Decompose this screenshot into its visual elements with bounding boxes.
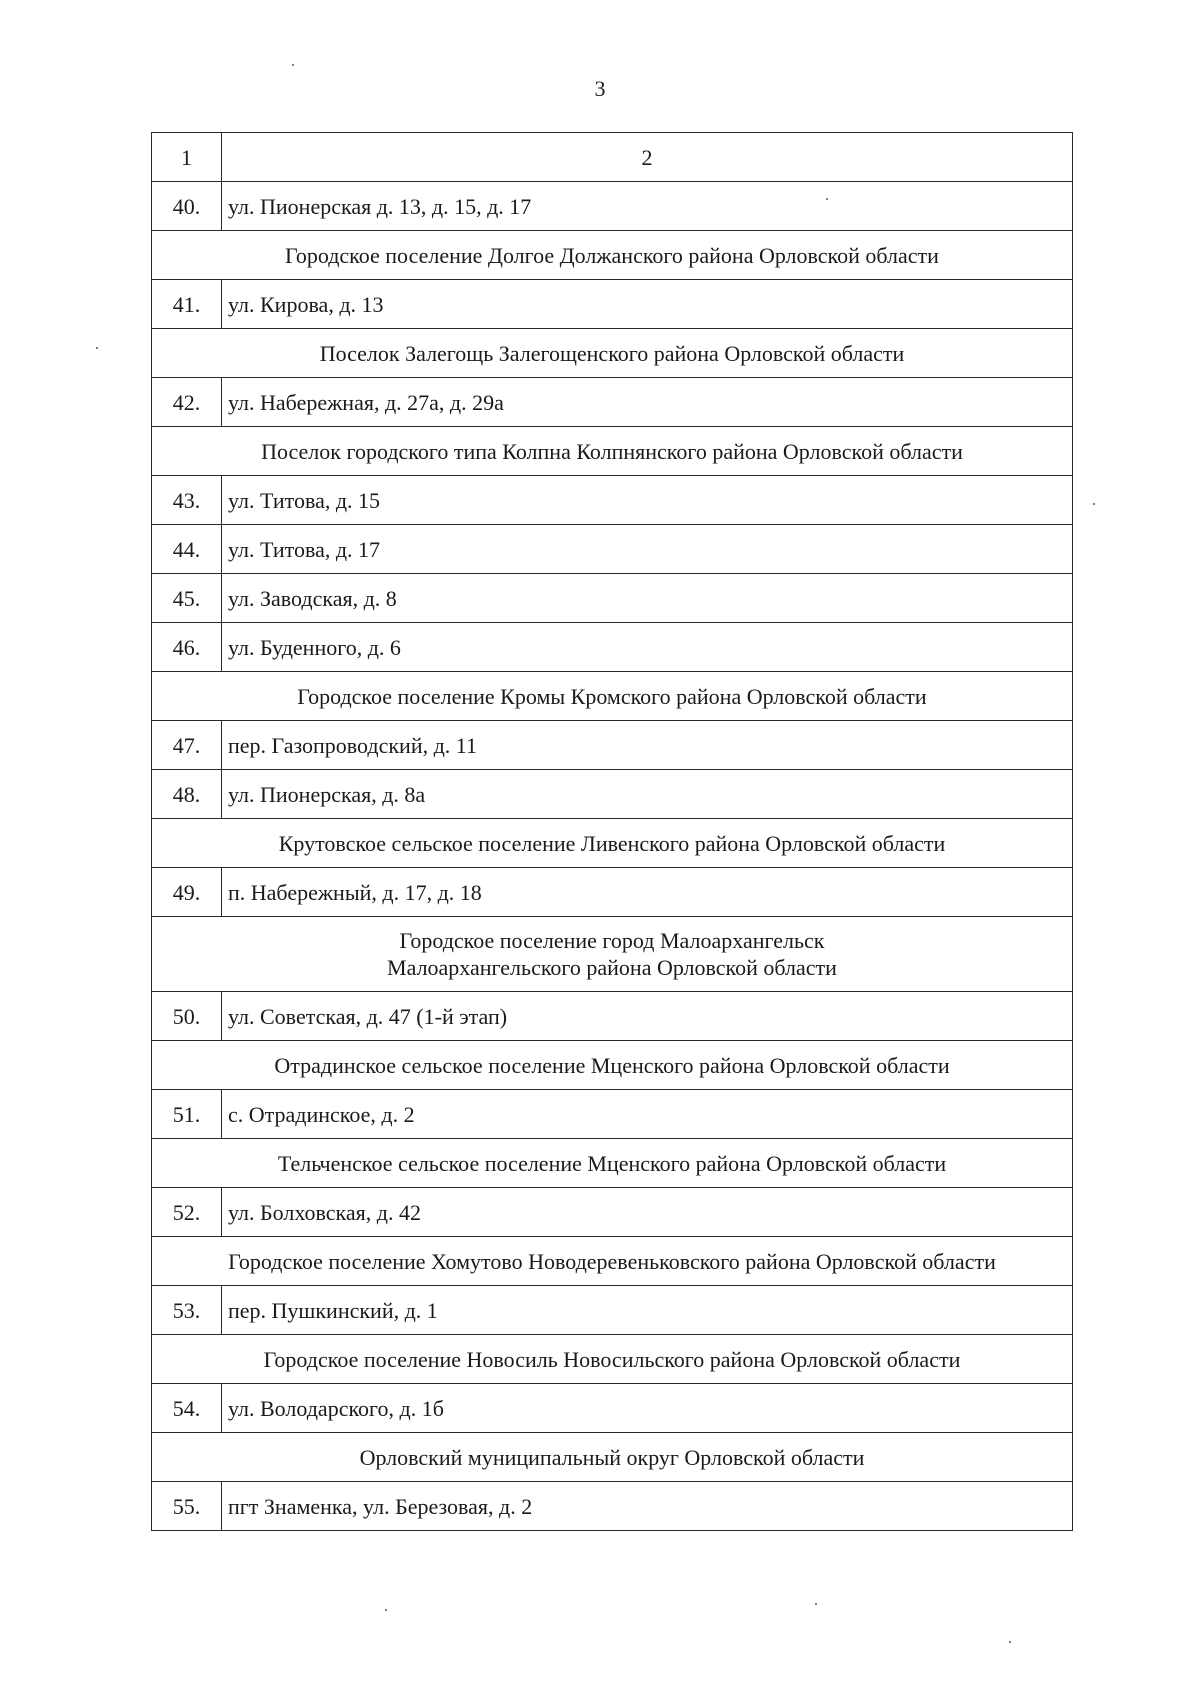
scan-speck <box>1093 503 1095 505</box>
row-address: ул. Пионерская д. 13, д. 15, д. 17 <box>222 182 1073 231</box>
address-table <box>151 132 1073 1531</box>
scan-speck <box>292 64 294 66</box>
section-title-cell <box>152 1237 1073 1286</box>
section-title: Крутовское сельское поселение Ливенского района Орловской области <box>278 830 946 856</box>
section-header-row <box>152 1041 1073 1090</box>
section-title: Отрадинское сельское поселение Мценского района Орловской области <box>274 1052 950 1078</box>
row-number: 42. <box>152 378 222 427</box>
section-title: Тельченское сельское поселение Мценского района Орловской области <box>277 1150 947 1176</box>
section-title-cell <box>152 672 1073 721</box>
scan-speck <box>385 1609 387 1611</box>
table-row <box>152 1482 1073 1531</box>
table-row <box>152 525 1073 574</box>
table-row <box>152 280 1073 329</box>
section-title: Городское поселение город Малоархангельск <box>399 928 825 953</box>
section-title-cell <box>152 1433 1073 1482</box>
table-row <box>152 721 1073 770</box>
section-title-cell <box>152 819 1073 868</box>
section-title-cell <box>152 1041 1073 1090</box>
row-address: ул. Пионерская, д. 8а <box>222 770 1073 819</box>
table-row <box>152 992 1073 1041</box>
table-row <box>152 770 1073 819</box>
scan-speck <box>826 198 828 200</box>
table-row <box>152 574 1073 623</box>
section-title: Городское поселение Хомутово Новодеревеньковского района Орловской области <box>228 1248 996 1274</box>
row-address: пгт Знаменка, ул. Березовая, д. 2 <box>222 1482 1073 1531</box>
section-header-row <box>152 1237 1073 1286</box>
row-number: 54. <box>152 1384 222 1433</box>
row-address: ул. Титова, д. 15 <box>222 476 1073 525</box>
section-header-row <box>152 1139 1073 1188</box>
section-header-row <box>152 917 1073 992</box>
table-row <box>152 868 1073 917</box>
table-row <box>152 1384 1073 1433</box>
section-title-cell <box>152 1139 1073 1188</box>
table-row <box>152 623 1073 672</box>
row-address: ул. Буденного, д. 6 <box>222 623 1073 672</box>
scan-speck <box>96 347 98 349</box>
section-title: Городское поселение Долгое Должанского района Орловской области <box>285 242 939 268</box>
row-number: 55. <box>152 1482 222 1531</box>
section-title: Поселок городского типа Колпна Колпнянского района Орловской области <box>261 438 963 464</box>
section-header-row <box>152 672 1073 721</box>
row-address: ул. Заводская, д. 8 <box>222 574 1073 623</box>
row-address: пер. Пушкинский, д. 1 <box>222 1286 1073 1335</box>
table-row <box>152 1090 1073 1139</box>
section-header-row <box>152 329 1073 378</box>
section-header-row <box>152 231 1073 280</box>
row-number: 44. <box>152 525 222 574</box>
row-number: 41. <box>152 280 222 329</box>
row-address: с. Отрадинское, д. 2 <box>222 1090 1073 1139</box>
row-address: ул. Набережная, д. 27а, д. 29а <box>222 378 1073 427</box>
section-header-row <box>152 819 1073 868</box>
row-number: 40. <box>152 182 222 231</box>
section-header-row <box>152 427 1073 476</box>
row-address: п. Набережный, д. 17, д. 18 <box>222 868 1073 917</box>
section-title: Городское поселение Кромы Кромского района Орловской области <box>297 683 927 709</box>
section-title: Городское поселение Новосиль Новосильского района Орловской области <box>263 1346 961 1372</box>
scan-speck <box>1009 1641 1011 1643</box>
table-header-row <box>152 133 1073 182</box>
row-address: ул. Титова, д. 17 <box>222 525 1073 574</box>
scan-speck <box>815 1603 817 1605</box>
column-address-header: 2 <box>222 133 1073 182</box>
row-number: 45. <box>152 574 222 623</box>
section-title: Поселок Залегощь Залегощенского района Орловской области <box>319 340 905 366</box>
row-number: 50. <box>152 992 222 1041</box>
table-row <box>152 1188 1073 1237</box>
section-title-line-2: Малоархангельского района Орловской области <box>387 955 837 980</box>
row-number: 46. <box>152 623 222 672</box>
row-address: пер. Газопроводский, д. 11 <box>222 721 1073 770</box>
table-row <box>152 476 1073 525</box>
column-number-header: 1 <box>152 133 222 182</box>
table-row <box>152 182 1073 231</box>
table-row <box>152 1286 1073 1335</box>
row-address: ул. Болховская, д. 42 <box>222 1188 1073 1237</box>
row-number: 47. <box>152 721 222 770</box>
table-row <box>152 378 1073 427</box>
section-title-cell <box>152 231 1073 280</box>
row-number: 53. <box>152 1286 222 1335</box>
row-address: ул. Кирова, д. 13 <box>222 280 1073 329</box>
row-number: 52. <box>152 1188 222 1237</box>
section-title: Орловский муниципальный округ Орловской области <box>359 1444 865 1470</box>
row-number: 49. <box>152 868 222 917</box>
row-number: 43. <box>152 476 222 525</box>
section-title-cell <box>152 1335 1073 1384</box>
section-title-cell <box>152 427 1073 476</box>
section-title-cell <box>152 329 1073 378</box>
row-number: 48. <box>152 770 222 819</box>
row-number: 51. <box>152 1090 222 1139</box>
row-address: ул. Володарского, д. 1б <box>222 1384 1073 1433</box>
page-number: 3 <box>594 76 606 101</box>
row-address: ул. Советская, д. 47 (1-й этап) <box>222 992 1073 1041</box>
section-title-cell <box>152 917 1073 992</box>
section-header-row <box>152 1335 1073 1384</box>
section-header-row <box>152 1433 1073 1482</box>
